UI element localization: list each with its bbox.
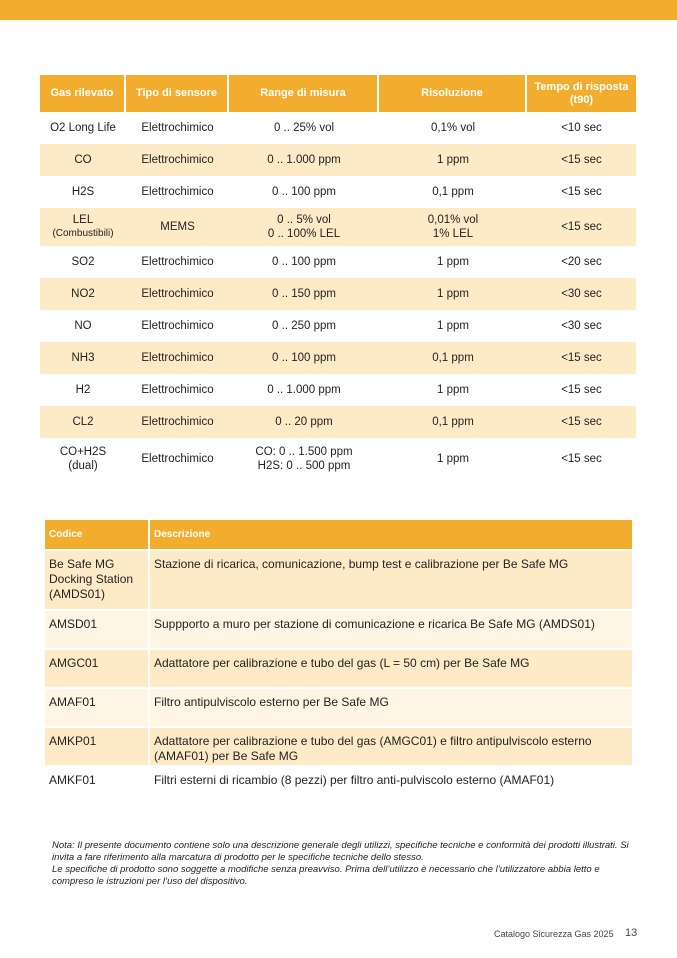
range-cell [229, 208, 379, 246]
spec-row [40, 208, 636, 246]
sensor-cell: Elettrochimico [141, 453, 214, 465]
gas-cell [40, 438, 126, 480]
gas-note: (dual) [68, 460, 98, 472]
time-cell: <30 sec [527, 278, 636, 310]
description-cell: Stazione di ricarica, comunicazione, bump test e calibrazione per Be Safe MG [150, 549, 632, 609]
spec-row [40, 144, 636, 176]
gas-cell: H2S [71, 186, 95, 198]
spec-row [40, 278, 636, 310]
resolution-cell: 1 ppm [437, 320, 469, 332]
range-cell: 0 .. 20 ppm [229, 406, 379, 438]
top-accent-bar [0, 0, 677, 20]
sensor-cell: Elettrochimico [126, 144, 229, 176]
resolution-cell: 1 ppm [379, 278, 527, 310]
acc-row [45, 648, 632, 687]
resolution-line-2: 1% LEL [432, 228, 474, 240]
header-sensor-type: Tipo di sensore [126, 75, 229, 112]
resolution-cell: 1 ppm [437, 384, 469, 396]
range-cell: 0 .. 100 ppm [229, 342, 379, 374]
sensor-cell: Elettrochimico [141, 186, 214, 198]
range-cell: 0 .. 1.000 ppm [267, 384, 341, 396]
disclaimer-note [52, 840, 642, 888]
description-cell: Filtri esterni di ricambio (8 pezzi) per filtro anti-pulviscolo esterno (AMAF01) [150, 765, 632, 789]
time-cell: <15 sec [527, 406, 636, 438]
page-number: 13 [625, 927, 638, 939]
sensor-cell: Elettrochimico [141, 256, 214, 268]
sensor-cell: Elettrochimico [126, 406, 229, 438]
header-gas: Gas rilevato [40, 75, 126, 112]
range-cell: 0 .. 100 ppm [272, 186, 336, 198]
acc-row [45, 687, 632, 726]
time-cell: <15 sec [561, 453, 602, 465]
sensor-cell: Elettrochimico [126, 342, 229, 374]
code-cell: AMKP01 [45, 726, 150, 765]
code-cell: AMGC01 [45, 648, 150, 687]
gas-cell: NO2 [40, 278, 126, 310]
acc-row [45, 609, 632, 648]
time-cell: <15 sec [561, 186, 602, 198]
sensor-spec-table [40, 75, 636, 480]
resolution-cell: 0,1% vol [430, 122, 476, 134]
gas-cell: NH3 [40, 342, 126, 374]
gas-cell: CL2 [40, 406, 126, 438]
note-paragraph-2: Le specifiche di prodotto sono soggette a modifiche senza preavviso. Prima dell’utilizzo è necessario che l’utilizzatore abbia letto e compreso le istruzioni per l’uso del dispositivo. [52, 864, 600, 887]
spec-row [40, 374, 636, 406]
footer-catalog-title: Catalogo Sicurezza Gas 2025 [494, 929, 614, 939]
resolution-line-1: 0,01% vol [427, 214, 479, 226]
header-response-time: Tempo di risposta (t90) [527, 75, 636, 112]
acc-row [45, 726, 632, 765]
gas-cell: SO2 [71, 256, 95, 268]
time-cell: <10 sec [561, 122, 602, 134]
resolution-cell: 0,1 ppm [432, 186, 474, 198]
spec-row [40, 112, 636, 144]
range-cell: 0 .. 250 ppm [272, 320, 336, 332]
spec-row [40, 310, 636, 342]
note-paragraph-1: Nota: Il presente documento contiene solo una descrizione generale degli utilizzi, specifiche tecniche e conformità dei prodotti illustrati. Si invita a fare riferimento alla marcatura di prodotto per le specifiche tecniche dello stesso. [52, 840, 629, 863]
header-resolution: Risoluzione [379, 75, 527, 112]
description-cell: Adattatore per calibrazione e tubo del gas (L = 50 cm) per Be Safe MG [150, 648, 632, 687]
code-cell: AMKF01 [45, 765, 150, 789]
range-cell: 0 .. 100 ppm [272, 256, 336, 268]
gas-cell: O2 Long Life [50, 122, 116, 134]
time-cell: <15 sec [561, 384, 602, 396]
gas-cell: H2 [75, 384, 91, 396]
header-code: Codice [45, 520, 150, 549]
spec-row [40, 176, 636, 208]
gas-name: CO+H2S [59, 446, 107, 458]
range-line-2: H2S: 0 .. 500 ppm [257, 460, 351, 472]
gas-cell [40, 208, 126, 246]
resolution-cell: 0,1 ppm [379, 342, 527, 374]
range-line-1: 0 .. 5% vol [277, 214, 331, 226]
resolution-cell [379, 208, 527, 246]
range-line-2: 0 .. 100% LEL [267, 228, 341, 240]
code-cell: AMAF01 [45, 687, 150, 726]
acc-row [45, 765, 632, 789]
gas-note: (Combustibili) [52, 228, 114, 239]
description-cell: Adattatore per calibrazione e tubo del gas (AMGC01) e filtro antipulviscolo esterno (AMAF01) per Be Safe MG [150, 726, 632, 765]
header-range: Range di misura [229, 75, 379, 112]
resolution-cell: 1 ppm [437, 453, 469, 465]
spec-header-row [40, 75, 636, 112]
gas-cell: CO [40, 144, 126, 176]
time-cell: <15 sec [527, 144, 636, 176]
acc-row [45, 549, 632, 609]
time-cell: <20 sec [561, 256, 602, 268]
header-description: Descrizione [150, 520, 632, 549]
description-cell: Suppporto a muro per stazione di comunicazione e ricarica Be Safe MG (AMDS01) [150, 609, 632, 648]
spec-row [40, 342, 636, 374]
resolution-cell: 1 ppm [437, 256, 469, 268]
spec-row [40, 406, 636, 438]
time-cell: <15 sec [527, 208, 636, 246]
resolution-cell: 0,1 ppm [379, 406, 527, 438]
sensor-cell: Elettrochimico [126, 278, 229, 310]
time-cell: <15 sec [527, 342, 636, 374]
range-cell: 0 .. 1.000 ppm [229, 144, 379, 176]
spec-row [40, 438, 636, 480]
spec-row [40, 246, 636, 278]
sensor-cell: Elettrochimico [141, 384, 214, 396]
sensor-cell: Elettrochimico [141, 122, 214, 134]
description-cell: Filtro antipulviscolo esterno per Be Safe MG [150, 687, 632, 726]
range-cell: 0 .. 25% vol [273, 122, 335, 134]
acc-header-row [45, 520, 632, 549]
sensor-cell: Elettrochimico [141, 320, 214, 332]
time-cell: <30 sec [561, 320, 602, 332]
code-cell: AMSD01 [45, 609, 150, 648]
resolution-cell: 1 ppm [379, 144, 527, 176]
gas-cell: NO [74, 320, 92, 332]
accessories-table [45, 520, 632, 789]
sensor-cell: MEMS [126, 208, 229, 246]
range-cell: 0 .. 150 ppm [229, 278, 379, 310]
code-cell: Be Safe MG Docking Station (AMDS01) [45, 549, 150, 609]
gas-name: LEL [72, 214, 94, 226]
range-line-1: CO: 0 .. 1.500 ppm [255, 446, 353, 458]
range-cell [229, 438, 379, 480]
